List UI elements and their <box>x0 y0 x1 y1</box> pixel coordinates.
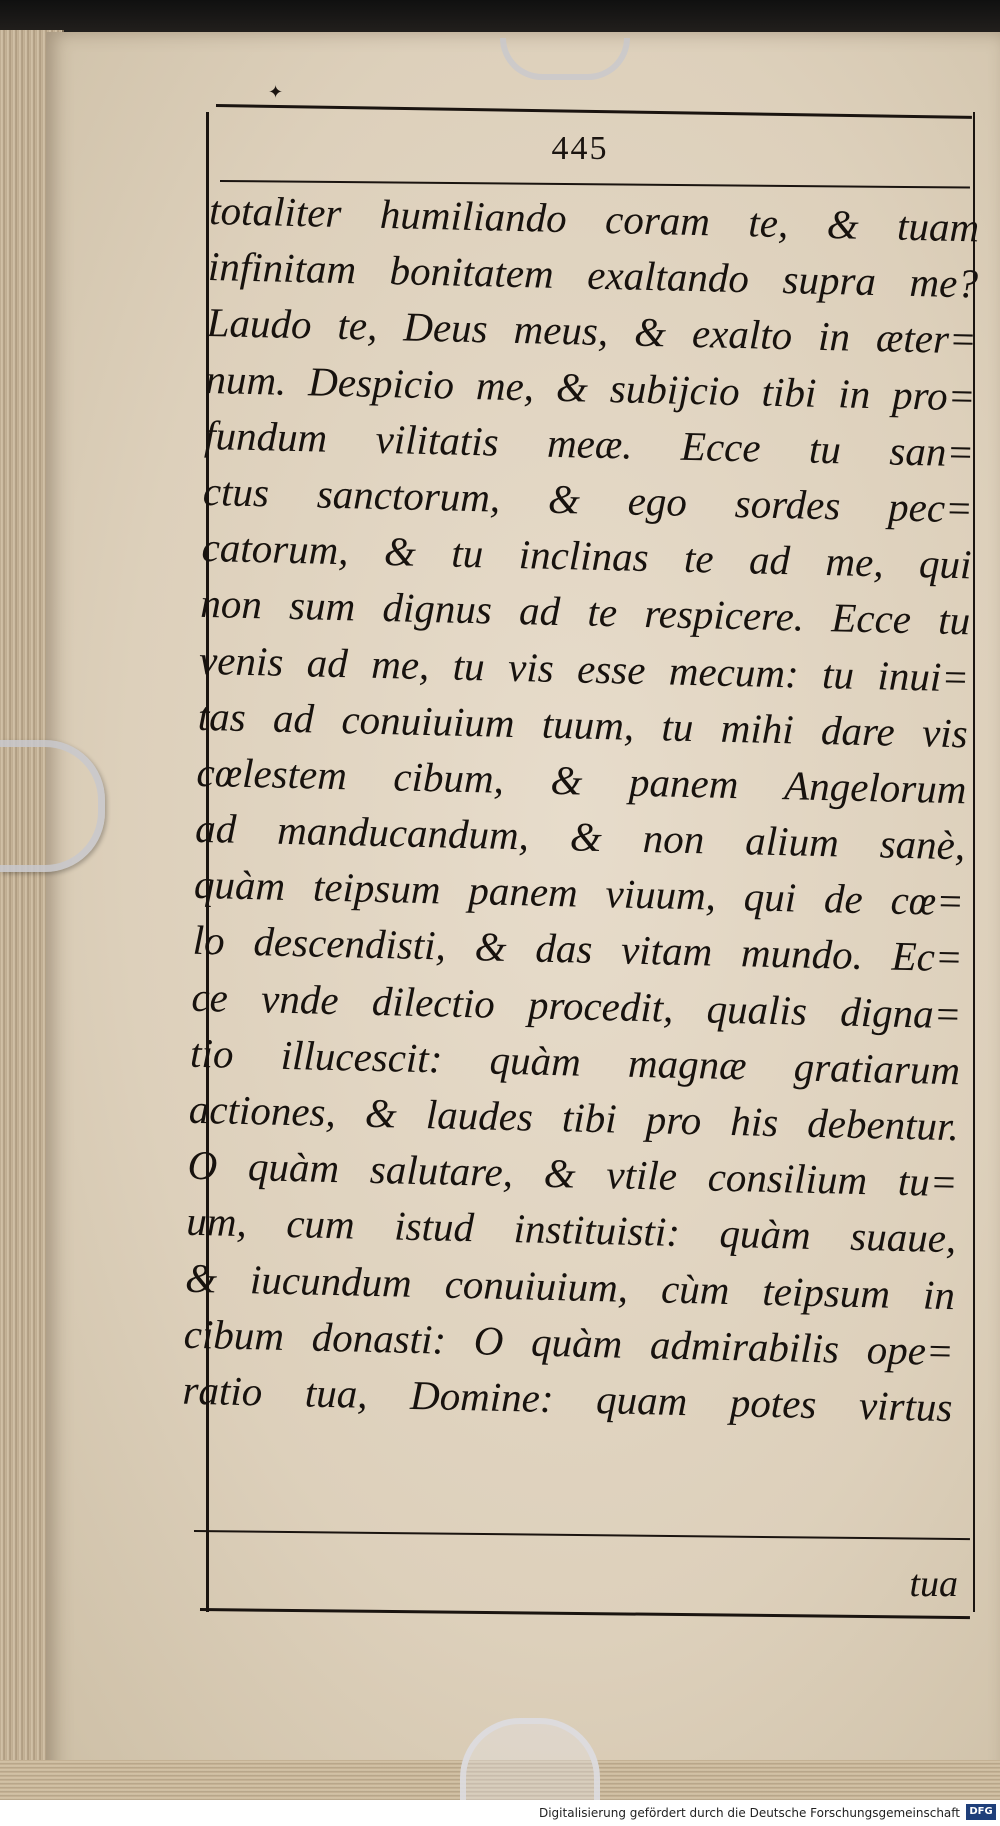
text-line: cibum donasti: O quàm admirabilis ope= <box>183 1310 955 1374</box>
text-line: ratio tua, Domine: quam potes virtus <box>182 1366 953 1431</box>
text-line: infinitam bonitatem exaltando supra me? <box>207 243 979 307</box>
text-line: ad manducandum, & non alium sanè, <box>194 804 966 869</box>
text-line: Laudo te, Deus meus, & exalto in æter= <box>206 299 978 363</box>
text-line: actiones, & laudes tibi pro his debentur. <box>188 1085 960 1150</box>
text-line: catorum, & tu inclinas te ad me, qui <box>201 524 973 588</box>
text-line: O quàm salutare, & vtile consilium tu= <box>187 1141 959 1206</box>
page-text <box>182 182 980 1435</box>
text-line: lo descendisti, & das vitam mundo. Ec= <box>192 917 964 981</box>
footer-credit: Digitalisierung gefördert durch die Deutsche Forschungsgemeinschaft <box>538 1806 960 1820</box>
clip-left <box>0 740 105 872</box>
text-line: num. Despicio me, & subijcio tibi in pro= <box>205 355 976 419</box>
text-line: ce vnde dilectio procedit, qualis digna= <box>190 973 962 1037</box>
ornament-mark: ✦ <box>268 82 284 102</box>
catchword: tua <box>909 1563 958 1605</box>
text-line: tas ad conuiuium tuum, tu mihi dare vis <box>197 692 969 757</box>
text-line: totaliter humiliando coram te, & tuam <box>208 186 980 251</box>
text-line: tio illucescit: quàm magnæ gratiarum <box>189 1029 961 1094</box>
text-line: & iucundum conuiuium, cùm teipsum in <box>184 1254 956 1318</box>
text-line: um, cum istud instituisti: quàm suaue, <box>185 1198 957 1262</box>
text-line: non sum dignus ad te respicere. Ecce tu <box>199 580 971 644</box>
page-number: 445 <box>551 130 609 167</box>
text-line: venis ad me, tu vis esse mecum: tu inui= <box>198 636 970 700</box>
text-line: ctus sanctorum, & ego sordes pec= <box>202 467 974 532</box>
dfg-logo: DFG <box>966 1804 996 1820</box>
text-line: quàm teipsum panem viuum, qui de cœ= <box>193 861 965 925</box>
text-line: cœlestem cibum, & panem Angelorum <box>196 748 967 813</box>
text-line: fundum vilitatis meæ. Ecce tu san= <box>203 411 975 476</box>
